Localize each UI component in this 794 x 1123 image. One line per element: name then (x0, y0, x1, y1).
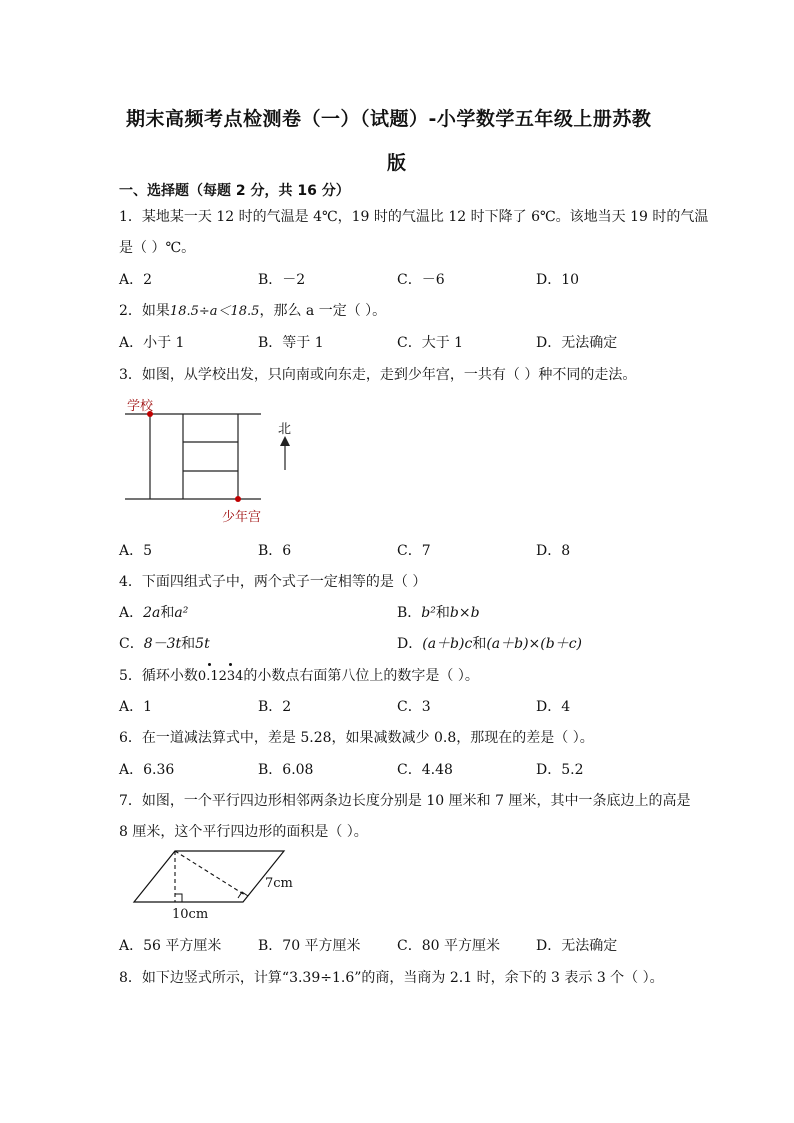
option-b[interactable]: B．－2 (258, 272, 306, 288)
option-c[interactable]: C．80 平方厘米 (397, 938, 500, 954)
option-label: D． (397, 636, 423, 652)
math-expression: 18.5÷a＜18.5 (169, 304, 260, 319)
option-a[interactable]: A．小于 1 (119, 335, 185, 351)
and-word: 和 (472, 636, 487, 652)
question-text: 如果 (141, 303, 170, 319)
math-expression: 2a (143, 605, 161, 621)
question-text: 如下边竖式所示，计算“3.39÷1.6”的商，当商为 2.1 时，余下的 3 表示 3 个（ ）。 (141, 970, 664, 986)
repeat-dot-1 (208, 663, 211, 666)
question-7 (119, 790, 690, 810)
math-expression: (a＋b)×(b＋c) (486, 636, 583, 652)
option-d[interactable] (397, 633, 582, 653)
parallelogram (134, 851, 284, 902)
option-d[interactable]: D．5.2 (536, 762, 584, 778)
question-6 (119, 727, 594, 747)
option-a[interactable]: A．56 平方厘米 (119, 938, 222, 954)
question-number: 1． (119, 209, 142, 225)
option-label: C． (119, 636, 144, 652)
option-a[interactable]: A．5 (119, 543, 153, 559)
question-text: 如图，一个平行四边形相邻两条边长度分别是 10 厘米和 7 厘米，其中一条底边上的高是 (141, 793, 691, 809)
question-number: 5． (119, 668, 142, 684)
question-1 (119, 206, 708, 226)
repeat-dot-2 (229, 663, 232, 666)
option-a[interactable]: A．1 (119, 699, 153, 715)
and-word: 和 (160, 605, 175, 621)
option-d[interactable]: D．无法确定 (536, 335, 618, 351)
question-number: 6． (119, 730, 142, 746)
option-b[interactable]: B．70 平方厘米 (258, 938, 361, 954)
option-d[interactable]: D．无法确定 (536, 938, 618, 954)
math-expression: b×b (449, 605, 480, 621)
math-expression: a² (174, 605, 189, 621)
right-angle-mark-base (175, 894, 182, 902)
question-text: 在一道减法算式中，差是 5.28，如果减数减少 0.8，那现在的差是（ ）。 (141, 730, 594, 746)
option-b[interactable] (397, 602, 480, 622)
option-c[interactable]: C．3 (397, 699, 431, 715)
question-number: 2． (119, 303, 142, 319)
option-c[interactable] (119, 633, 210, 653)
and-word: 和 (435, 605, 450, 621)
repeating-decimal: 0.1234 (197, 669, 244, 684)
option-label: B． (397, 605, 422, 621)
question-text: 如图，从学校出发，只向南或向东走，走到少年宫，一共有（ ）种不同的走法。 (141, 367, 637, 383)
question-text: 某地某一天 12 时的气温是 4℃，19 时的气温比 12 时下降了 6℃。该地当天 19 时的气温 (141, 209, 709, 225)
option-c[interactable]: C．7 (397, 543, 431, 559)
option-a[interactable] (119, 602, 188, 622)
option-d[interactable]: D．10 (536, 272, 580, 288)
north-arrow-head (280, 436, 290, 446)
question-1-line2: 是（ ）℃。 (119, 240, 196, 256)
question-4 (119, 571, 426, 591)
section-heading: 一、选择题（每题 2 分，共 16 分） (119, 183, 350, 199)
question-7-line2: 8 厘米，这个平行四边形的面积是（ ）。 (119, 824, 368, 840)
question-number: 3． (119, 367, 142, 383)
north-label: 北 (278, 422, 292, 437)
option-b[interactable]: B．等于 1 (258, 335, 324, 351)
question-text: 循环小数 (141, 668, 198, 684)
option-label: A． (119, 605, 144, 621)
option-c[interactable]: C．大于 1 (397, 335, 464, 351)
option-b[interactable]: B．2 (258, 699, 292, 715)
question-number: 8． (119, 970, 142, 986)
question-3 (119, 364, 636, 384)
question-number: 7． (119, 793, 142, 809)
option-b[interactable]: B．6.08 (258, 762, 314, 778)
palace-dot (235, 496, 241, 502)
option-a[interactable]: A．6.36 (119, 762, 175, 778)
option-d[interactable]: D．4 (536, 699, 571, 715)
question-8 (119, 967, 664, 987)
question-text-tail: 的小数点右面第八位上的数字是（ ）。 (243, 668, 479, 684)
and-word: 和 (181, 636, 196, 652)
question-5 (119, 665, 479, 685)
math-expression: b² (421, 605, 436, 621)
question-text: 下面四组式子中，两个式子一定相等的是（ ） (141, 574, 427, 590)
option-b[interactable]: B．6 (258, 543, 292, 559)
side-length-label: 7cm (265, 876, 293, 891)
diagonal-dashed (175, 851, 245, 895)
math-expression: 5t (195, 636, 210, 652)
question-number: 4． (119, 574, 142, 590)
option-c[interactable]: C．－6 (397, 272, 445, 288)
question-text-tail: ，那么 a 一定（ ）。 (259, 303, 387, 319)
school-label: 学校 (127, 399, 154, 414)
base-length-label: 10cm (172, 907, 209, 922)
option-d[interactable]: D．8 (536, 543, 571, 559)
option-c[interactable]: C．4.48 (397, 762, 453, 778)
question-2 (119, 300, 386, 320)
page-title-continued: 版 (387, 152, 407, 174)
page-title: 期末高频考点检测卷（一）（试题）-小学数学五年级上册苏教 (126, 108, 652, 130)
math-expression: 8－3t (143, 636, 182, 652)
palace-label: 少年宫 (222, 510, 262, 525)
math-expression: (a＋b)c (422, 636, 473, 652)
option-a[interactable]: A．2 (119, 272, 153, 288)
